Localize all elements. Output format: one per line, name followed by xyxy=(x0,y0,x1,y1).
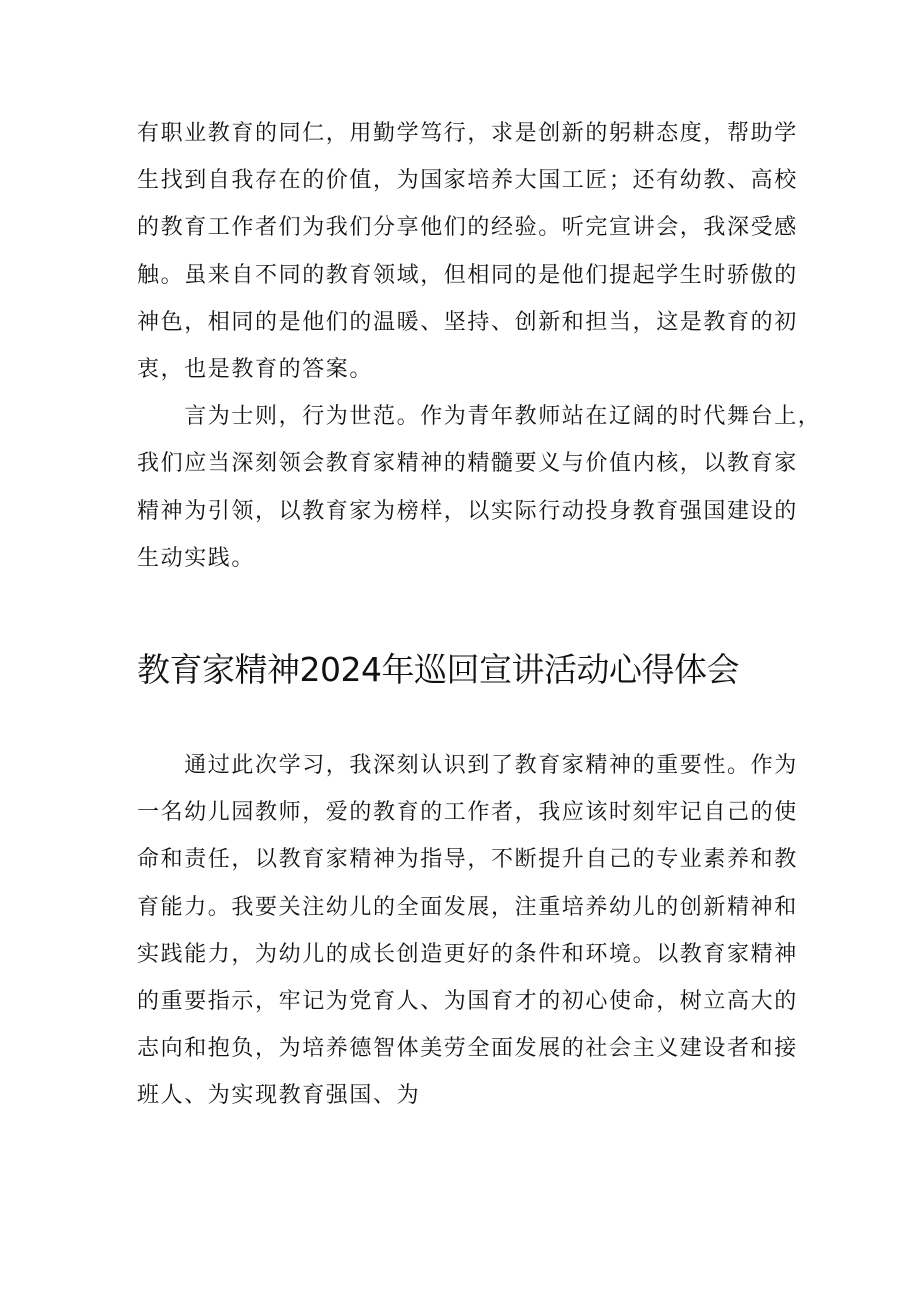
body-text-top xyxy=(137,110,822,582)
paragraph-line: 生动实践。 xyxy=(137,545,256,571)
paragraph-line: 命和责任，以教育家精神为指导，不断提升自己的专业素养和教 xyxy=(137,847,798,873)
paragraph-line: 言为士则，行为世范。作为青年教师站在辽阔的时代舞台上， xyxy=(137,404,822,430)
paragraph-line: 神色，相同的是他们的温暖、坚持、创新和担当，这是教育的初 xyxy=(137,309,798,335)
paragraph-line: 志向和抱负，为培养德智体美劳全面发展的社会主义建设者和接 xyxy=(137,1036,798,1062)
paragraph-line: 有职业教育的同仁，用勤学笃行，求是创新的躬耕态度，帮助学 xyxy=(137,121,798,146)
paragraph-line: 生找到自我存在的价值，为国家培养大国工匠；还有幼教、高校 xyxy=(137,168,798,194)
paragraph-line: 精神为引领，以教育家为榜样，以实际行动投身教育强国建设的 xyxy=(137,498,798,524)
section-heading: 教育家精神2024年巡回宣讲活动心得体会 xyxy=(137,650,739,689)
paragraph-line: 班人、为实现教育强国、为 xyxy=(137,1083,421,1109)
paragraph-line: 的教育工作者们为我们分享他们的经验。听完宣讲会，我深受感 xyxy=(137,215,798,241)
paragraph-line: 我们应当深刻领会教育家精神的精髓要义与价值内核，以教育家 xyxy=(137,451,798,477)
paragraph-line: 触。虽来自不同的教育领域，但相同的是他们提起学生时骄傲的 xyxy=(137,262,798,288)
body-text-bottom xyxy=(137,742,797,1120)
paragraph-line: 一名幼儿园教师，爱的教育的工作者，我应该时刻牢记自己的使 xyxy=(137,800,798,826)
paragraph-line: 育能力。我要关注幼儿的全面发展，注重培养幼儿的创新精神和 xyxy=(137,894,798,920)
paragraph-line: 衷，也是教育的答案。 xyxy=(137,356,374,382)
paragraph-line: 通过此次学习，我深刻认识到了教育家精神的重要性。作为 xyxy=(137,753,798,778)
paragraph-line: 实践能力，为幼儿的成长创造更好的条件和环境。以教育家精神 xyxy=(137,941,798,967)
paragraph-line: 的重要指示，牢记为党育人、为国育才的初心使命，树立高大的 xyxy=(137,988,798,1014)
